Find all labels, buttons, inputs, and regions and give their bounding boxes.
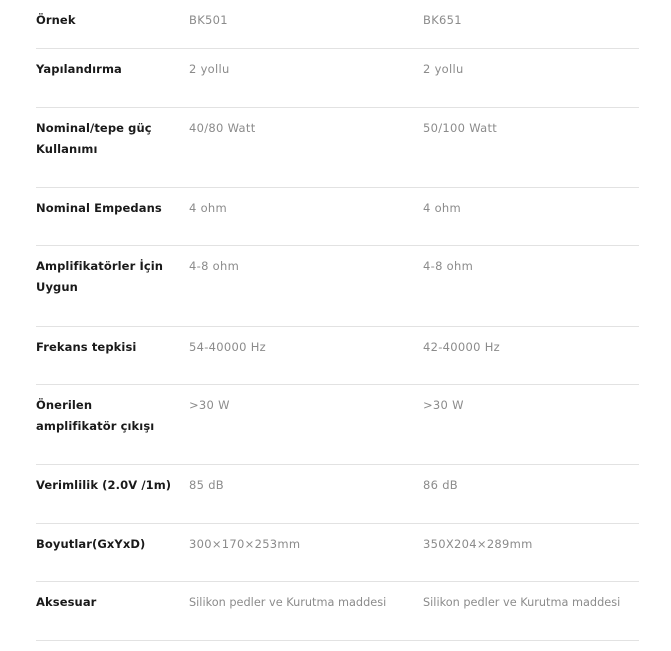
spec-value-bk651: 4 ohm xyxy=(423,201,461,215)
spec-label: Amplifikatörler İçin Uygun xyxy=(36,259,164,294)
spec-row-accessory xyxy=(36,582,639,641)
spec-label: Frekans tepkisi xyxy=(36,340,137,354)
spec-row-configuration xyxy=(36,49,639,108)
spec-row-model xyxy=(36,0,639,49)
spec-value-bk501: 4 ohm xyxy=(189,201,227,215)
spec-label: Örnek xyxy=(36,13,76,27)
spec-value-bk651: 350X204×289mm xyxy=(423,537,533,551)
spec-value-bk501: Silikon pedler ve Kurutma maddesi xyxy=(189,596,387,609)
spec-value-bk501: 2 yollu xyxy=(189,62,230,76)
spec-label: Nominal Empedans xyxy=(36,201,162,215)
spec-value-bk651: 50/100 Watt xyxy=(423,121,498,135)
spec-value-bk501: 40/80 Watt xyxy=(189,121,256,135)
spec-value-bk651: 86 dB xyxy=(423,478,458,492)
spec-value-bk501: 300×170×253mm xyxy=(189,537,301,551)
spec-label: Önerilen amplifikatör çıkışı xyxy=(36,398,155,433)
spec-value-bk651: 2 yollu xyxy=(423,62,464,76)
spec-row-dimensions xyxy=(36,524,639,582)
spec-value-bk501: >30 W xyxy=(189,398,230,412)
spec-row-amplifier-suitable xyxy=(36,246,639,327)
spec-value-bk651: 4-8 ohm xyxy=(423,259,474,273)
spec-row-recommended-output xyxy=(36,385,639,465)
spec-value-bk651: >30 W xyxy=(423,398,464,412)
spec-value-bk651: Silikon pedler ve Kurutma maddesi xyxy=(423,596,621,609)
spec-value-bk501: 54-40000 Hz xyxy=(189,340,267,354)
spec-label: Boyutlar(GxYxD) xyxy=(36,537,146,551)
spec-table xyxy=(36,0,639,641)
spec-row-impedance xyxy=(36,188,639,246)
spec-label: Aksesuar xyxy=(36,595,97,609)
spec-label: Nominal/tepe güç Kullanımı xyxy=(36,121,152,156)
spec-value-bk651: BK651 xyxy=(423,13,462,27)
spec-label: Verimlilik (2.0V /1m) xyxy=(36,478,172,492)
spec-value-bk501: BK501 xyxy=(189,13,228,27)
spec-row-frequency xyxy=(36,327,639,385)
spec-row-efficiency xyxy=(36,465,639,524)
spec-label: Yapılandırma xyxy=(36,62,122,76)
spec-value-bk651: 42-40000 Hz xyxy=(423,340,501,354)
spec-value-bk501: 4-8 ohm xyxy=(189,259,240,273)
spec-row-power xyxy=(36,108,639,188)
spec-value-bk501: 85 dB xyxy=(189,478,224,492)
